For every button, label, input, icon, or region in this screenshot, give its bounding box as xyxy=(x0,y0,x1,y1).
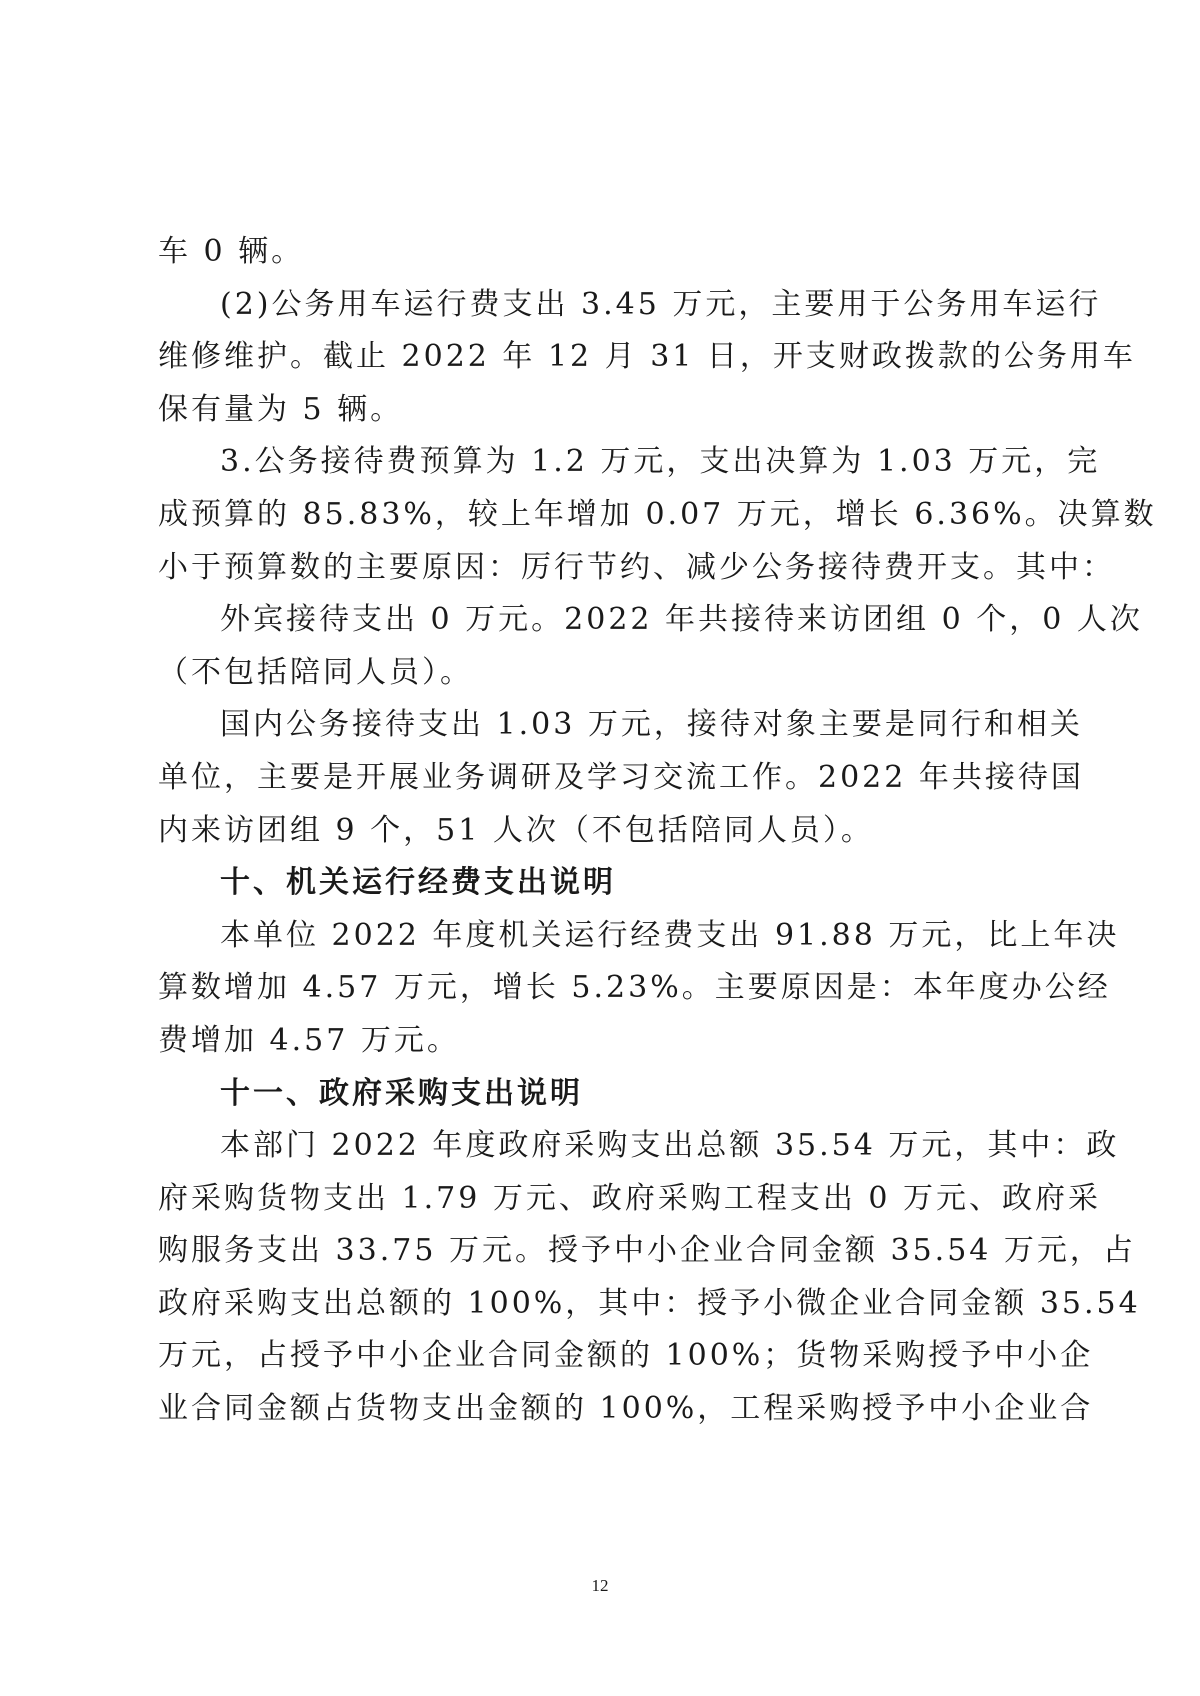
text-line: 保有量为 5 辆。 xyxy=(158,391,404,427)
body-text xyxy=(158,226,1157,1436)
text-line: （不包括陪同人员）。 xyxy=(158,654,473,690)
section-heading: 十、机关运行经费支出说明 xyxy=(220,865,616,901)
text-line: 车 0 辆。 xyxy=(158,234,305,269)
text-line: 小于预算数的主要原因：厉行节约、减少公务接待费开支。其中： xyxy=(158,549,1115,585)
text-line: 内来访团组 9 个，51 人次（不包括陪同人员）。 xyxy=(158,812,874,848)
text-line: 本部门 2022 年度政府采购支出总额 35.54 万元，其中：政 xyxy=(220,1128,1120,1164)
text-line: 政府采购支出总额的 100%，其中：授予小微企业合同金额 35.54 xyxy=(158,1285,1141,1321)
text-line: 外宾接待支出 0 万元。2022 年共接待来访团组 0 个，0 人次 xyxy=(220,602,1143,638)
section-heading: 十一、政府采购支出说明 xyxy=(220,1075,583,1111)
text-line: 单位，主要是开展业务调研及学习交流工作。2022 年共接待国 xyxy=(158,759,1084,795)
text-line: 成预算的 85.83%，较上年增加 0.07 万元，增长 6.36%。决算数 xyxy=(158,496,1157,532)
text-line: 业合同金额占货物支出金额的 100%，工程采购授予中小企业合 xyxy=(158,1391,1094,1427)
text-line: 购服务支出 33.75 万元。授予中小企业合同金额 35.54 万元，占 xyxy=(158,1233,1136,1269)
text-line: 算数增加 4.57 万元，增长 5.23%。主要原因是：本年度办公经 xyxy=(158,970,1111,1006)
text-line: 费增加 4.57 万元。 xyxy=(158,1022,460,1058)
text-line: 3.公务接待费预算为 1.2 万元，支出决算为 1.03 万元，完 xyxy=(220,444,1101,480)
text-line: (2)公务用车运行费支出 3.45 万元，主要用于公务用车运行 xyxy=(220,286,1102,322)
page-number: 12 xyxy=(591,1576,609,1595)
text-line: 府采购货物支出 1.79 万元、政府采购工程支出 0 万元、政府采 xyxy=(158,1180,1102,1216)
text-line: 维修维护。截止 2022 年 12 月 31 日，开支财政拨款的公务用车 xyxy=(158,339,1136,375)
text-line: 国内公务接待支出 1.03 万元，接待对象主要是同行和相关 xyxy=(220,707,1083,743)
text-line: 本单位 2022 年度机关运行经费支出 91.88 万元，比上年决 xyxy=(220,917,1120,953)
text-line: 万元，占授予中小企业合同金额的 100%；货物采购授予中小企 xyxy=(158,1338,1094,1374)
